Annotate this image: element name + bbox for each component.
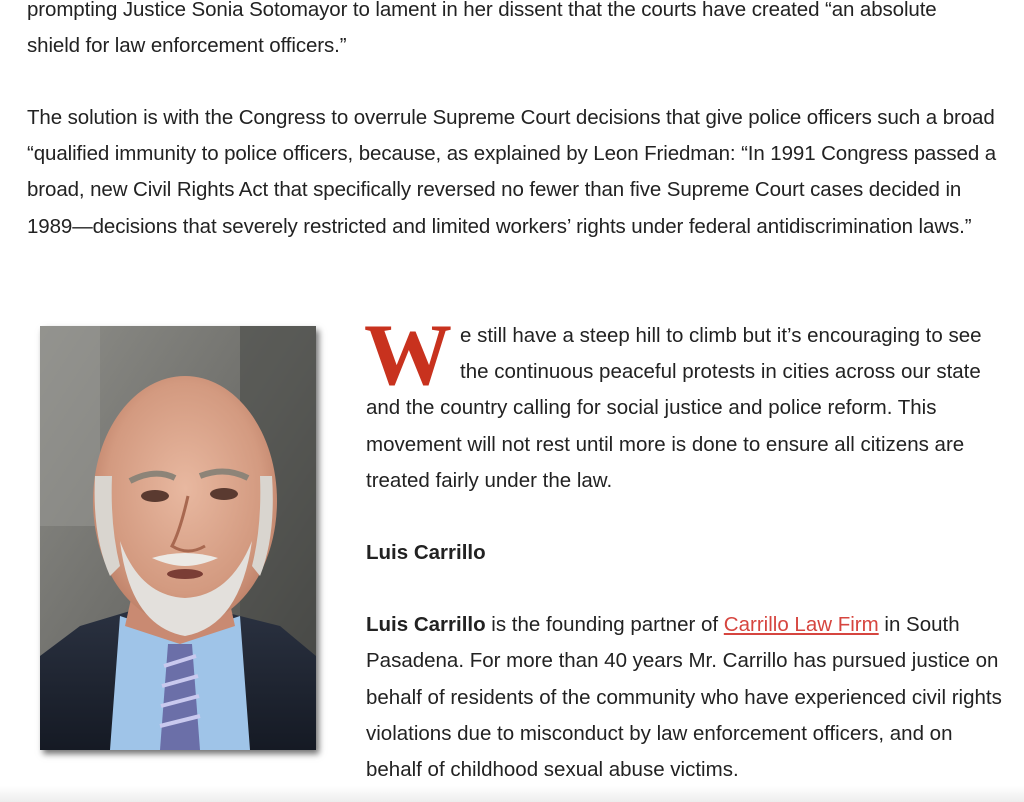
paragraph-solution: The solution is with the Congress to overrule Supreme Court decisions that give police officers such a broad “qualified immunity to police officers, because, as explained by Leon Friedman: “In 1991 Congress passed a broad, new Civil Rights Act that specifically reversed no fewer than five Supreme Court cases decided in 1989—decisions that severely restricted and limited workers’ rights under federal antidiscrimination laws.” (27, 106, 997, 238)
drop-cap: W (364, 307, 452, 404)
author-bio (366, 607, 1006, 788)
author-photo (40, 326, 316, 750)
bottom-fade (0, 786, 1024, 802)
bio-author-name: Luis Carrillo (366, 613, 486, 637)
closing-text: e still have a steep hill to climb but it’s encouraging to see the continuous peaceful protests in cities across our state and the country calling for social justice and police reform. This movement will not rest until more is done to ensure all citizens are treated fairly under the law. (366, 324, 982, 492)
law-firm-link[interactable]: Carrillo Law Firm (723, 613, 879, 637)
author-name-heading: Luis Carrillo (366, 541, 486, 565)
bio-text-after-link: in South Pasadena. For more than 40 years Mr. Carrillo has pursued justice on behalf of residents of the community who have experienced civil rights violations due to misconduct by law enforcement officers, and on behalf of childhood sexual abuse victims. (366, 613, 1002, 782)
closing-paragraph (364, 307, 1006, 499)
closing-column (364, 307, 1006, 788)
bio-text-before-link: is the founding partner of (485, 613, 724, 637)
paragraph-sotomayor: prompting Justice Sonia Sotomayor to lament in her dissent that the courts have created “an absolute shield for law enforcement officers.” (27, 0, 937, 58)
